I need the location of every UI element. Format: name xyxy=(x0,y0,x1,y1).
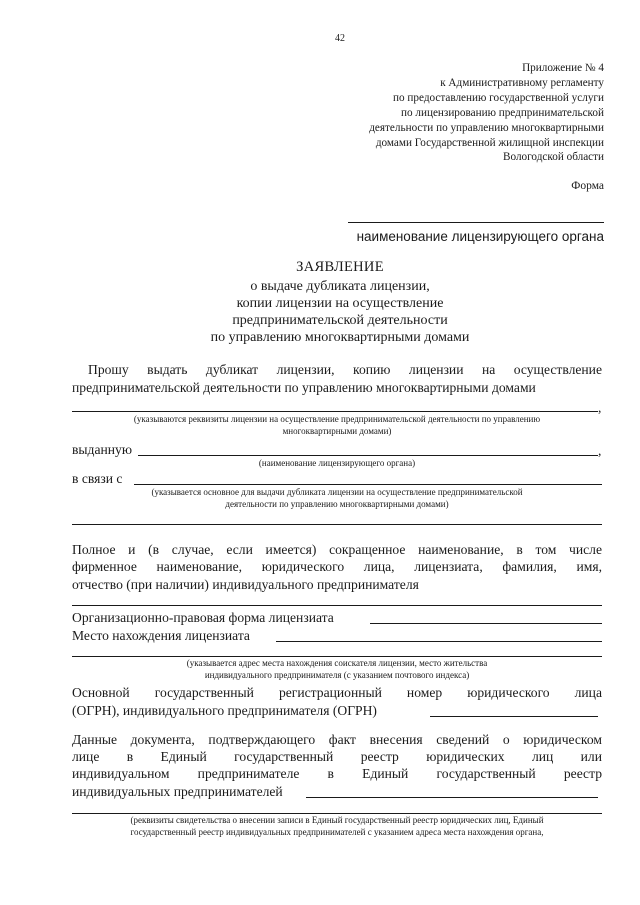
title-line: о выдаче дубликата лицензии, xyxy=(250,279,430,294)
licensing-org-field[interactable] xyxy=(348,222,604,223)
licensing-org-caption: наименование лицензирующего органа xyxy=(356,229,604,244)
reason-field-continued[interactable] xyxy=(72,524,602,525)
certificate-hint: (реквизиты свидетельства о внесении записи в Единый государственный реестр юридических лиц, Единый государственный реестр индивидуальных предпринимателей с указанием адреса места нахождения органа, xyxy=(130,815,544,837)
location-field[interactable] xyxy=(276,641,602,642)
appendix-line: домами Государственной жилищной инспекции xyxy=(375,136,604,149)
fullname-text-line: Полное и (в случае, если имеется) сокращенное наименование, в том числе xyxy=(72,542,602,557)
form-label: Форма xyxy=(571,180,604,192)
docs-text-line: индивидуальных предпринимателей xyxy=(72,784,283,799)
location-field-continued[interactable] xyxy=(72,656,602,657)
reason-label: в связи с xyxy=(72,471,123,486)
license-details-hint: (указываются реквизиты лицензии на осуществление предпринимательской деятельности по управлению многоквартирными домами) xyxy=(133,414,541,436)
request-text-line: Прошу выдать дубликат лицензии, копию лицензии на осуществление xyxy=(88,362,602,377)
reason-field[interactable] xyxy=(134,484,602,485)
certificate-field[interactable] xyxy=(72,813,602,814)
fullname-text-line: отчество (при наличии) индивидуального предпринимателя xyxy=(72,577,419,592)
appendix-line: Приложение № 4 xyxy=(522,62,604,74)
location-label: Место нахождения лицензиата xyxy=(72,628,250,643)
docs-text-line: Данные документа, подтверждающего факт внесения сведений о юридическом xyxy=(72,732,602,747)
license-details-field[interactable] xyxy=(72,411,598,412)
request-text-line: предпринимательской деятельности по управлению многоквартирными домами xyxy=(72,380,536,395)
fullname-field[interactable] xyxy=(72,605,602,606)
ogrn-text-line: (ОГРН), индивидуального предпринимателя (ОГРН) xyxy=(72,703,377,718)
issued-label: выданную xyxy=(72,442,133,457)
appendix-line: Вологодской области xyxy=(503,151,604,164)
address-hint: (указывается адрес места нахождения соискателя лицензии, место жительства индивидуального предпринимателя (с указанием почтового индекса) xyxy=(186,658,488,680)
issued-by-field[interactable] xyxy=(138,455,598,456)
title-line: по управлению многоквартирными домами xyxy=(210,330,470,345)
legal-form-field[interactable] xyxy=(370,623,602,624)
ogrn-text-line: Основной государственный регистрационный номер юридического лица xyxy=(72,685,602,700)
appendix-line: по предоставлению государственной услуги xyxy=(393,91,604,104)
title-line: предпринимательской деятельности xyxy=(232,313,448,328)
docs-text-line: индивидуальном предпринимателе в Единый государственный реестр xyxy=(72,766,602,781)
docs-field[interactable] xyxy=(306,797,598,798)
reason-hint: (указывается основное для выдачи дубликата лицензии на осуществление предпринимательской деятельности по управлению многоквартирными домами) xyxy=(151,487,523,509)
appendix-line: к Административному регламенту xyxy=(440,76,604,89)
issued-hint: (наименование лицензирующего органа) xyxy=(258,458,416,468)
appendix-line: по лицензированию предпринимательской xyxy=(401,106,604,119)
fullname-text-line: фирменное наименование, юридического лица, лицензиата, фамилия, имя, xyxy=(72,559,602,574)
title-line: копии лицензии на осуществление xyxy=(236,296,444,311)
legal-form-label: Организационно-правовая форма лицензиата xyxy=(72,610,334,625)
ogrn-field[interactable] xyxy=(430,716,598,717)
appendix-line: деятельности по управлению многоквартирными xyxy=(369,121,604,134)
document-title: ЗАЯВЛЕНИЕ xyxy=(296,259,384,275)
page-number: 42 xyxy=(335,33,345,44)
docs-text-line: лице в Единый государственный реестр юридических лиц или xyxy=(72,749,602,764)
appendix-header xyxy=(284,61,604,165)
